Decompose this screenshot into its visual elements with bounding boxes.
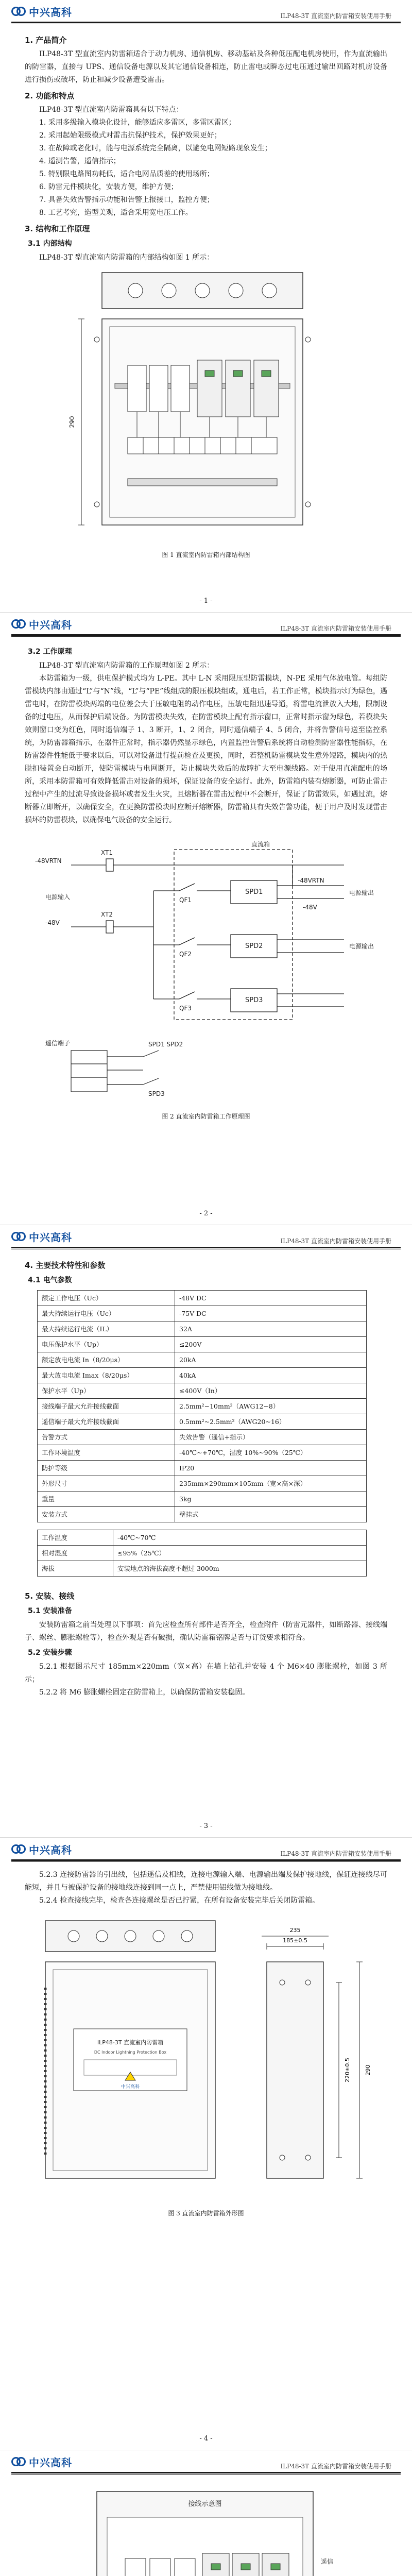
param-name-cell: 安装方式	[38, 1507, 175, 1522]
param-value-cell: 20kA	[175, 1352, 367, 1368]
page-4-body	[25, 1869, 387, 2220]
table-row	[38, 1530, 367, 1546]
param-name-cell: 工作环境温度	[38, 1445, 175, 1461]
section-5-1-text: 安装防雷箱之前当处理以下事项：首先应检查所有部件是否齐全，检查附件（防雷元器件，如断路器、接线端子、螺丝、膨胀螺栓等），检查外观是否有破损，确认防雷箱铭牌是否与订货要求相符合。	[25, 1621, 387, 1642]
height-dimension-inner: 220±0.5	[344, 2058, 351, 2082]
spd2-label: SPD2	[245, 942, 263, 950]
feature-item: 4. 遥测告警，遥信指示；	[39, 157, 121, 165]
brand-logo	[11, 4, 72, 19]
section-5-2-title: 5.2 安装步骤	[28, 1649, 72, 1657]
page-5-body	[25, 2481, 387, 2576]
alarm-terminal-diagram	[25, 1035, 387, 1107]
param-value-cell: 235mm×290mm×105mm（宽×高×深）	[175, 1476, 367, 1492]
figure-2-caption: 图 2 直流室内防雷箱工作原理图	[162, 1113, 250, 1120]
param-value-cell: 安装地点的海拔高度不超过 3000m	[113, 1561, 367, 1577]
qf1-label: QF1	[179, 896, 192, 904]
manual-title: ILP48-3T 直流室内防雷箱安装使用手册	[280, 1238, 391, 1245]
label-product-title: ILP48-3T 直流室内防雷箱	[97, 2039, 164, 2046]
section-1-text: ILP48-3T 型直流室内防雷箱适合于动力机房、通信机房、移动基站及各种低压配电机房使用，作为直流输出的防雷器，直接与 UPS、通信设备电源以及其它通信设备相连，防止雷电或瞬态过电压通过输出回路对机房设备进行损伤或破坏，防止和减少设备遭受雷击。	[25, 50, 387, 84]
param-value-cell: ≤400V（In）	[175, 1383, 367, 1399]
param-value-cell: 40kA	[175, 1368, 367, 1383]
table-row	[38, 1383, 367, 1399]
header-rule-thin	[11, 1861, 401, 1862]
param-name-cell: 海拔	[38, 1561, 113, 1577]
param-value-cell: ≤200V	[175, 1337, 367, 1352]
param-value-cell: -48V DC	[175, 1291, 367, 1306]
alarm-terminal-title: 遥信端子	[45, 1040, 71, 1047]
step-5-2-4: 5.2.4 检查接线完毕，检查各连接螺丝是否已拧紧，在所有设备安装完毕后关闭防雷箱。	[39, 1896, 320, 1905]
param-name-cell: 额定工作电压（Uc）	[38, 1291, 175, 1306]
table-row	[38, 1414, 367, 1430]
manual-page-4	[0, 1838, 412, 2450]
section-5-title: 5. 安装、接线	[25, 1591, 75, 1601]
table-row	[38, 1337, 367, 1352]
feature-item: 5. 特别限电路图功耗低，适合电网品质差的使用场所；	[39, 170, 214, 178]
table-row	[38, 1561, 367, 1577]
table-row	[38, 1306, 367, 1321]
brand-name: 中兴高科	[29, 618, 72, 631]
brand-name: 中兴高科	[29, 1843, 72, 1856]
page-2-body	[25, 643, 387, 1123]
section-3-2-intro: ILP48-3T 型直流室内防雷箱的工作原理如图 2 所示：	[39, 662, 214, 670]
environment-params-table	[37, 1530, 367, 1577]
section-3-2-title: 3.2 工作原理	[28, 648, 72, 656]
feature-item: 2. 采用起始限级模式对雷击抗保护技术，保护效果更好；	[39, 131, 221, 140]
manual-title: ILP48-3T 直流室内防雷箱安装使用手册	[280, 12, 391, 20]
header-rule-thin	[11, 2474, 401, 2475]
section-5-1-title: 5.1 安装准备	[28, 1607, 72, 1615]
section-3-1-title: 3.1 内部结构	[28, 240, 72, 248]
param-value-cell: 0.5mm²~2.5mm²（AWG20~16）	[175, 1414, 367, 1430]
input-label: 电源输入	[45, 893, 71, 901]
figure-3-caption: 图 3 直流室内防雷箱外形图	[168, 2210, 244, 2217]
table-row	[38, 1321, 367, 1337]
manual-page-2	[0, 613, 412, 1225]
manual-page-3	[0, 1225, 412, 1838]
output-label: 电源输出	[349, 889, 374, 896]
param-value-cell: 3kg	[175, 1492, 367, 1507]
manual-title: ILP48-3T 直流室内防雷箱安装使用手册	[280, 625, 391, 632]
electrical-params-table	[37, 1290, 367, 1522]
section-3-title: 3. 结构和工作原理	[25, 224, 90, 233]
page-3-body	[25, 1256, 387, 1699]
section-3-2-text: 本防雷箱为一级，供电保护模式均为 L-PE。其中 L-N 采用限压型防雷模块，N-PE 采用气体放电管。每组防雷模块内部由通过“L”与“N”线，“L”与“PE”线组成的限压模块组成，通电后，若工作正常，模块指示灯为绿色，遇雷电时，在防雷模块两端的电位差会大于压敏电阻的动作电压，压敏电阻迅速导通，将雷电流泄放入大地，限制设备的过电压，从而保护后端设备。为防雷模块失效，在防雷模块上配有指示窗口，正常时指示窗为绿色，若模块失效则窗口变为红色，同时遥信端子 1、3 断开，1、2 闭合，同时遥信端子 4、5 闭合，并将告警信号送至监控系统，为防雷器箱指示，在器件正常时，指示器仍然显示绿色，内置监控告警后系统将自动检测防雷器性能指标，在防雷器件性能低于要求以后，可以对设备进行提前检查及更换，同时，若整机防雷模块发生意外短路，模块内的热脱扣装置会自动断开，使防雷模块与电网断开，防止模块失效后的故障扩大至电源线路。对于使用直流配电的场所，采用本防雷箱可有效降低雷击对设备的损坏，保证设备的安全运行。此外，防雷箱内装有熔断器，可防止雷击过程中产生的过流导致设备损坏或者发生火灾，且熔断器在雷击过程中不会断开，保证了防雷效果，如遇过流，熔断器立即断开，以确保安全，在更换防雷模块时应断开熔断器，防雷箱具有失效告警功能，便于用户及时发现雷击损坏的防雷模块，以确保电气设备的安全运行。	[25, 674, 387, 824]
table-row	[38, 1507, 367, 1522]
box-label: 直流箱	[251, 841, 270, 848]
param-value-cell: 32A	[175, 1321, 367, 1337]
param-value-cell: 2.5mm²~10mm²（AWG12~8）	[175, 1399, 367, 1414]
section-2-title: 2. 功能和特点	[25, 91, 75, 100]
xt2-label: XT2	[101, 911, 113, 918]
param-value-cell: 壁挂式	[175, 1507, 367, 1522]
feature-item: 7. 具备失效告警指示功能和告警上报接口，监控方便；	[39, 196, 214, 204]
table-row	[38, 1445, 367, 1461]
alarm-terminal-spd3: SPD3	[148, 1090, 165, 1097]
page-1-body	[25, 31, 387, 562]
section-4-1-title: 4.1 电气参数	[28, 1276, 72, 1284]
page-number: - 4 -	[199, 2435, 213, 2443]
brand-logo-icon	[11, 6, 27, 17]
manual-page-1	[0, 0, 412, 613]
output-rtn-label: -48VRTN	[298, 877, 324, 884]
header-rule	[11, 1247, 401, 1248]
param-name-cell: 最大持续运行电压（Uc）	[38, 1306, 175, 1321]
header-rule-thin	[11, 636, 401, 637]
feature-item: 8. 工艺考究，造型美观，适合采用宽电压工作。	[39, 209, 193, 217]
step-5-2-2: 5.2.2 将 M6 膨胀螺栓固定在防雷箱上，以确保防雷箱安装稳固。	[39, 1688, 250, 1697]
manual-title: ILP48-3T 直流室内防雷箱安装使用手册	[280, 1850, 391, 1857]
param-name-cell: 告警方式	[38, 1430, 175, 1445]
alarm-terminal-spd12: SPD1 SPD2	[148, 1041, 183, 1048]
param-name-cell: 重量	[38, 1492, 175, 1507]
param-name-cell: 额定放电电流 In（8/20μs）	[38, 1352, 175, 1368]
page-header	[0, 2450, 412, 2474]
brand-name: 中兴高科	[29, 6, 72, 19]
param-name-cell: 遥信端子最大允许接线截面	[38, 1414, 175, 1430]
brand-logo	[11, 1842, 72, 1856]
brand-logo	[11, 1229, 72, 1244]
section-2-intro: ILP48-3T 型直流室内防雷箱具有以下特点：	[39, 106, 183, 114]
height-dimension-outer: 290	[365, 2064, 371, 2076]
feature-list	[25, 116, 387, 219]
header-rule	[11, 1859, 401, 1861]
param-name-cell: 防护等级	[38, 1461, 175, 1476]
table-row	[38, 1476, 367, 1492]
param-value-cell: ≤95%（25℃）	[113, 1546, 367, 1561]
param-value-cell: -75V DC	[175, 1306, 367, 1321]
param-name-cell: 最大放电电流 Imax（8/20μs）	[38, 1368, 175, 1383]
section-3-1-text: ILP48-3T 型直流室内防雷箱的内部结构如图 1 所示：	[39, 253, 214, 262]
wiring-figure	[25, 2481, 387, 2576]
spd3-label: SPD3	[245, 996, 263, 1004]
qf3-label: QF3	[179, 1005, 192, 1012]
step-5-2-1: 5.2.1 根据图示尺寸 185mm×220mm（宽×高）在墙上钻孔并安装 4 个 M6×40 膨胀螺栓，如图 3 所示；	[25, 1663, 387, 1684]
internal-structure-figure	[25, 267, 387, 546]
brand-logo-icon	[11, 618, 27, 630]
manual-title: ILP48-3T 直流室内防雷箱安装使用手册	[280, 2463, 391, 2470]
figure-1-caption: 图 1 直流室内防雷箱内部结构图	[162, 551, 250, 558]
param-name-cell: 工作温度	[38, 1530, 113, 1546]
page-header	[0, 1225, 412, 1249]
manual-page-5	[0, 2450, 412, 2576]
param-value-cell: -40℃~+70℃，湿度 10%~90%（25℃）	[175, 1445, 367, 1461]
param-value-cell: -40℃~70℃	[113, 1530, 367, 1546]
brand-logo	[11, 2454, 72, 2469]
param-name-cell: 外形尺寸	[38, 1476, 175, 1492]
brand-logo-icon	[11, 1843, 27, 1855]
table-row	[38, 1352, 367, 1368]
table-row	[38, 1399, 367, 1414]
param-name-cell: 相对湿度	[38, 1546, 113, 1561]
brand-name: 中兴高科	[29, 2456, 72, 2469]
feature-item: 6. 防雷元件模块化，安装方便，维护方便；	[39, 183, 178, 191]
output-neg-label: -48V	[303, 904, 317, 911]
page-header	[0, 613, 412, 636]
page-number: - 3 -	[199, 1822, 213, 1830]
width-dimension-inner: 185±0.5	[283, 1937, 307, 1944]
table-row	[38, 1291, 367, 1306]
input-neg-label: -48V	[45, 919, 60, 926]
param-value-cell: IP20	[175, 1461, 367, 1476]
table-row	[38, 1368, 367, 1383]
brand-logo	[11, 617, 72, 631]
label-brand: 中兴高科	[121, 2084, 140, 2090]
header-rule	[11, 634, 401, 636]
param-name-cell: 接线端子最大允许接线截面	[38, 1399, 175, 1414]
table-row	[38, 1492, 367, 1507]
spd1-label: SPD1	[245, 888, 263, 896]
width-dimension-outer: 235	[289, 1927, 301, 1934]
step-5-2-3: 5.2.3 连接防雷器的引出线，包括遥信及相线，连接电源输入端、电源输出端及保护接地线，保证连接线尽可能短，并且与被保护设备的接地线连接到同一点上，严禁使用铝线做为接地线。	[25, 1871, 387, 1892]
wiring-title: 接线示意图	[188, 2500, 222, 2508]
param-name-cell: 最大持续运行电流（IL）	[38, 1321, 175, 1337]
page-header	[0, 1838, 412, 1861]
page-header	[0, 0, 412, 24]
table-row	[38, 1430, 367, 1445]
height-dimension: 290	[68, 416, 76, 428]
outline-figure	[25, 1916, 387, 2204]
section-4-title: 4. 主要技术特性和参数	[25, 1261, 106, 1270]
label-product-subtitle: DC Indoor Lightning Protection Box	[94, 2050, 167, 2055]
page-number: - 1 -	[199, 597, 213, 605]
input-rtn-label: -48VRTN	[35, 857, 62, 865]
xt1-label: XT1	[101, 849, 113, 856]
param-name-cell: 保护水平（Up）	[38, 1383, 175, 1399]
page-number: - 2 -	[199, 1210, 213, 1217]
feature-item: 3. 在故障或老化时，能与电源系统完全隔离，以避免电网短路现象发生；	[39, 144, 272, 152]
param-name-cell: 电压保护水平（Up）	[38, 1337, 175, 1352]
brand-name: 中兴高科	[29, 1231, 72, 1244]
table-row	[38, 1546, 367, 1561]
section-1-title: 1. 产品简介	[25, 36, 67, 45]
header-rule	[11, 2472, 401, 2473]
working-principle-diagram	[25, 834, 387, 1035]
param-value-cell: 失效告警（遥信+指示）	[175, 1430, 367, 1445]
output-label-2: 电源输出	[349, 943, 374, 950]
table-row	[38, 1461, 367, 1476]
brand-logo-icon	[11, 2456, 27, 2467]
feature-item: 1. 采用多级输入模块化设计，能够适应多雷区，多雷区雷区；	[39, 118, 236, 127]
wiring-alarm-label: 遥信	[321, 2558, 334, 2565]
qf2-label: QF2	[179, 951, 192, 958]
brand-logo-icon	[11, 1231, 27, 1242]
header-rule	[11, 22, 401, 23]
